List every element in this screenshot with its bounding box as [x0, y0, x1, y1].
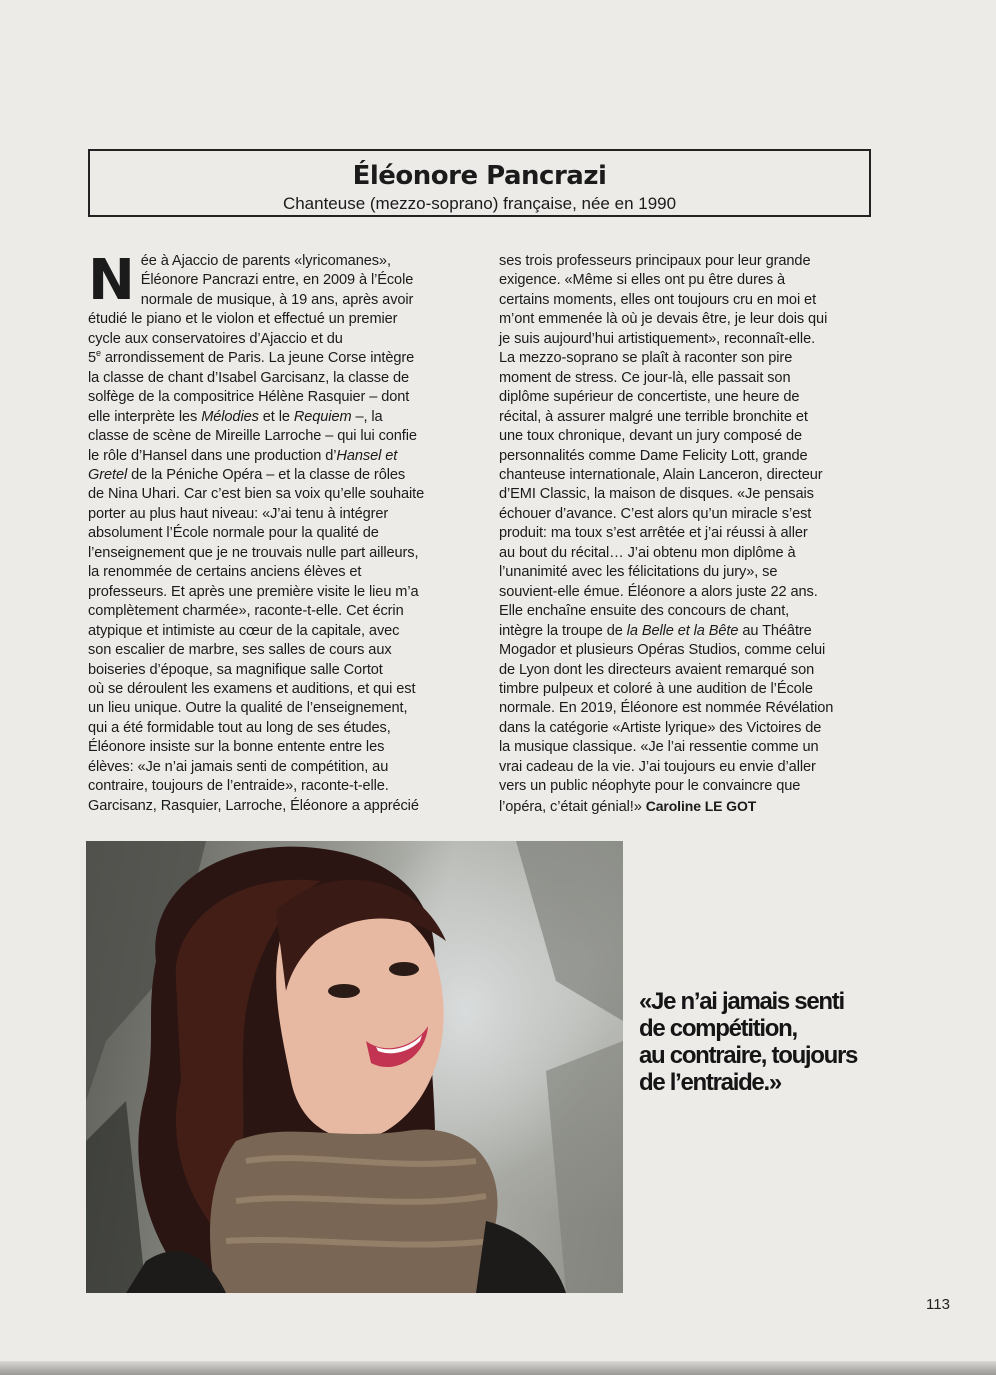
text-line: Éléonore insiste sur la bonne entente entre les [88, 739, 385, 756]
pull-quote-line: de l’entraide.» [639, 1069, 781, 1096]
text-fragment: l’opéra, c’était génial!» [499, 798, 646, 815]
text-line: moment de stress. Ce jour-là, elle passait son [499, 369, 791, 386]
pull-quote-line: de compétition, [639, 1015, 797, 1042]
article-column-right [499, 252, 874, 817]
text-line: m’ont emmenée là où je devais être, je leur dois qui [499, 311, 828, 328]
text-fragment: le rôle d’Hansel dans une production d’ [88, 447, 337, 464]
text-line: Elle enchaîne ensuite des concours de chant, [499, 603, 790, 620]
text-line: la renommée de certains anciens élèves et [88, 564, 362, 581]
text-line [88, 408, 463, 427]
text-line: d’EMI Classic, la maison de disques. «Je pensais [499, 486, 814, 503]
text-line [88, 447, 463, 466]
text-line: l’enseignement que je ne trouvais nulle part ailleurs, [88, 544, 419, 561]
work-title: Mélodies [201, 408, 259, 425]
artist-name-heading: Éléonore Pancrazi [352, 161, 607, 191]
work-title: Gretel [88, 466, 128, 483]
text-line: Mogador et plusieurs Opéras Studios, comme celui [499, 642, 826, 659]
text-line: absolument l’École normale pour la qualité de [88, 525, 379, 542]
text-line: classe de scène de Mireille Larroche – qui lui confie [88, 428, 417, 445]
text-line: produit: ma toux s’est arrêtée et j’ai réussi à aller [499, 525, 808, 542]
text-line: de Nina Uhari. Car c’est bien sa voix qu’elle souhaite [88, 486, 425, 503]
article-header [88, 149, 871, 217]
text-fragment: et le [258, 408, 294, 425]
text-line: chanteuse internationale, Alain Lanceron, directeur [499, 466, 823, 483]
text-fragment: intègre la troupe de [499, 622, 627, 639]
text-line: La mezzo-soprano se plaît à raconter son pire [499, 350, 793, 367]
text-line: vers un public néophyte pour le convaincre que [499, 778, 801, 795]
text-line: contraire, toujours de l’entraide», raconte-t-elle. [88, 778, 389, 795]
text-line: souvient-elle émue. Éléonore a alors juste 22 ans. [499, 583, 818, 600]
text-line [499, 797, 874, 817]
text-line [499, 622, 874, 641]
text-line: élèves: «Je n’ai jamais senti de compétition, au [88, 758, 389, 775]
drop-cap: N [88, 248, 135, 313]
text-line: complètement charmée», raconte-t-elle. Cet écrin [88, 603, 404, 620]
text-line: personnalités comme Dame Felicity Lott, grande [499, 447, 808, 464]
text-line: atypique et intimiste au cœur de la capitale, avec [88, 622, 400, 639]
text-line [88, 466, 463, 485]
text-line: son escalier de marbre, ses salles de cours aux [88, 642, 392, 659]
portrait-photo [86, 841, 623, 1293]
work-title: Requiem [293, 408, 352, 425]
text-line: échouer d’avance. C’est alors qu’un miracle s’est [499, 505, 812, 522]
text-line: une toux chronique, devant un jury composé de [499, 428, 802, 445]
text-line [88, 349, 463, 368]
text-line: certains moments, elles ont toujours cru en moi et [499, 291, 817, 308]
text-line: étudié le piano et le violon et effectué un premier [88, 311, 398, 328]
text-line: porter au plus haut niveau: «J’ai tenu à intégrer [88, 505, 389, 522]
text-line: vrai cadeau de la vie. J’ai toujours eu envie d’aller [499, 758, 816, 775]
text-line: qui a été formidable tout au long de ses études, [88, 719, 391, 736]
work-title: la Belle et la Bête [626, 622, 739, 639]
text-line: diplôme supérieur de concertiste, une heure de [499, 389, 800, 406]
text-fragment: arrondissement de Paris. La jeune Corse intègre [100, 350, 415, 367]
text-line: timbre pulpeux et coloré à une audition de l’École [499, 680, 813, 697]
pull-quote-line: «Je n’ai jamais senti [639, 988, 844, 1015]
text-line: récital, à assurer malgré une terrible bronchite et [499, 408, 808, 425]
text-fragment: elle interprète les [88, 408, 202, 425]
ordinal-suffix: e [96, 348, 101, 359]
text-fragment: au Théâtre [738, 622, 812, 639]
text-line: professeurs. Et après une première visite le lieu m’a [88, 583, 419, 600]
artist-subtitle: Chanteuse (mezzo-soprano) française, née en 1990 [282, 194, 677, 213]
text-line: ée à Ajaccio de parents «lyricomanes», [140, 253, 391, 269]
ordinal-number: 5 [88, 350, 97, 367]
author-byline: Caroline LE GOT [645, 797, 757, 814]
text-line: je suis aujourd’hui artistiquement», reconnaît-elle. [499, 330, 816, 347]
page-number: 113 [926, 1296, 950, 1313]
text-line: au bout du récital… J’ai obtenu mon diplôme à [499, 544, 796, 561]
text-line: où se déroulent les examens et auditions, et qui est [88, 680, 416, 697]
text-line: normale. En 2019, Éléonore est nommée Révélation [499, 700, 834, 717]
work-title: Hansel et [336, 447, 398, 464]
text-line: ses trois professeurs principaux pour leur grande [499, 253, 811, 269]
text-line: boiseries d’époque, sa magnifique salle Cortot [88, 661, 383, 678]
text-line: normale de musique, à 19 ans, après avoir [140, 291, 414, 308]
text-line: solfège de la compositrice Hélène Rasquier – dont [88, 389, 410, 406]
text-line: un lieu unique. Outre la qualité de l’enseignement, [88, 700, 408, 717]
text-fragment: de la Péniche Opéra – et la classe de rôles [127, 466, 406, 483]
text-line: dans la catégorie «Artiste lyrique» des Victoires de [499, 719, 822, 736]
pull-quote-line: au contraire, toujours [639, 1042, 858, 1069]
text-line: la musique classique. «Je l’ai ressentie comme un [499, 739, 819, 756]
pull-quote [639, 988, 939, 1096]
text-line: l’unanimité avec les félicitations du jury», se [499, 564, 778, 581]
text-fragment: –, la [351, 408, 383, 425]
page-edge [0, 1361, 996, 1375]
article-column-left [88, 248, 463, 816]
text-line: de Lyon dont les directeurs avaient remarqué son [499, 661, 815, 678]
portrait-illustration [86, 841, 623, 1293]
text-line: Garcisanz, Rasquier, Larroche, Éléonore a apprécié [88, 797, 419, 814]
text-line: la classe de chant d’Isabel Garcisanz, la classe de [88, 369, 410, 386]
text-line: cycle aux conservatoires d’Ajaccio et du [88, 330, 343, 347]
text-line: Éléonore Pancrazi entre, en 2009 à l’École [140, 272, 414, 289]
text-line: exigence. «Même si elles ont pu être dures à [499, 272, 786, 289]
